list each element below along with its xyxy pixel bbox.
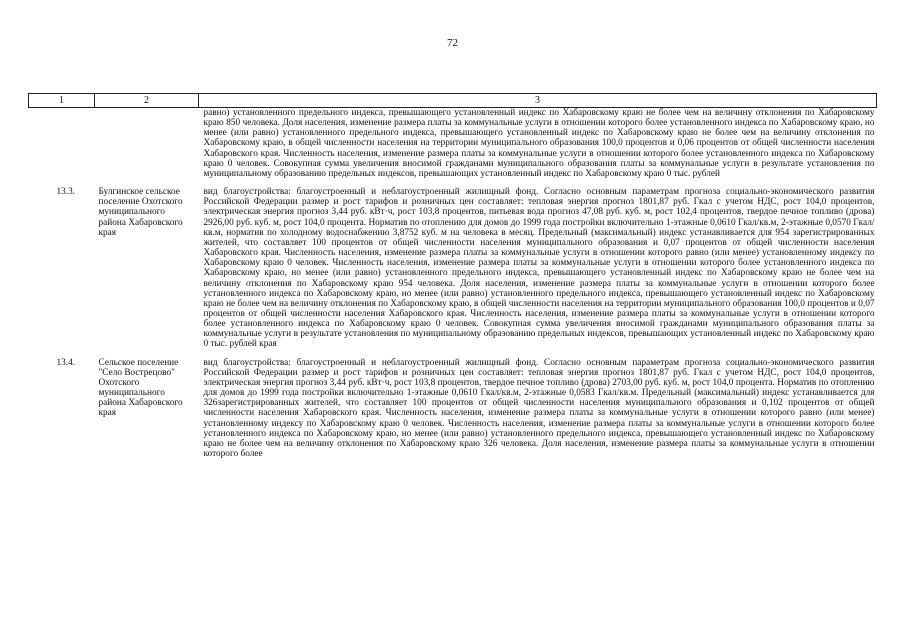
page-number: 72: [447, 37, 458, 49]
header-col-2: 2: [95, 94, 199, 108]
table-row: [29, 358, 877, 460]
continuation-description: равно) установленного предельного индекса, превышающего установленный индекс по Хабаровскому краю не более чем на величину отклонения по Хабаровскому краю 850 человека. Доля населения, изменение размера платы за коммунальные услуги в отношении которого более установленного индекса по Хабаровскому краю, но менее (или равно) установленного предельного индекса, превышающего установленный индекс по Хабаровскому краю не более чем на величину отклонения по Хабаровскому краю, в общей численности населения на территории муниципального образования 100,0 процентов и 0,06 процентов от общей численности населения Хабаровского края. Численность населения, изменение размера платы за коммунальные услуги в отношении которого более установленного индекса по Хабаровскому краю 0 человек. Совокупная сумма увеличения вносимой гражданами муниципального образования платы за коммунальные услуги в результате установления по муниципальному образованию предельных индексов, превышающих установленный индекс по Хабаровскому краю 0 тыс. рублей: [203, 108, 875, 179]
row-description: вид благоустройства: благоустроенный и неблагоустроенный жилищный фонд. Согласно основным параметрам прогноза социально-экономического развития Российской Федерации размер и рост тарифов и розничных цен составляет: тепловая энергия прогноз 1801,87 руб. Гкал с учетом НДС, рост 104,0 процентов, электрическая энергия прогноз 3,44 руб. кВт·ч, рост 103,8 процентов, твердое печное топливо (дрова) 2703,00 руб. куб. м, рост 104,0 процента. Норматив по отоплению для домов до 1999 года постройки включительно 1-этажные 0,0610 Гкал/кв.м, 2-этажные 0,0583 Гкал/кв.м. Предельный (максимальный) индекс устанавливается для 326зарегистрированных жителей, что составляет 100 процентов от общей численности населения муниципального образования и 0,102 процентов от общей численности населения Хабаровского края. Численность населения, изменение размера платы за коммунальные услуги в отношении которого равно (или менее) установленному индексу по Хабаровскому краю 0 человек. Численность населения, изменение размера платы за коммунальные услуги в отношении которого более установленного индекса по Хабаровскому краю, но менее (или равно) установленного предельного индекса, превышающего установленный индекс по Хабаровскому краю не более чем на величину отклонения по Хабаровскому краю 326 человека. Доля населения, изменение размера платы за коммунальные услуги в отношении которого более: [203, 357, 875, 459]
settlement-name: Сельское поселение "Село Вострецово" Охотского муниципального района Хабаровского края: [98, 357, 183, 419]
header-col-3: 3: [199, 94, 877, 108]
table-row: [29, 187, 877, 350]
row-description: вид благоустройства: благоустроенный и неблагоустроенный жилищный фонд. Согласно основным параметрам прогноза социально-экономического развития Российской Федерации размер и рост тарифов и розничных цен составляет: тепловая энергия прогноз 1801,87 руб. Гкал с учетом НДС, рост 104,0 процентов, электрическая энергия прогноз 3,44 руб. кВт·ч, рост 103,8 процентов, питьевая вода прогноз 47,08 руб. куб. м, рост 102,4 процентов, твердое печное топливо (дрова) 2926,00 руб. куб. м, рост 104,0 процента. Норматив по отоплению для домов до 1999 года постройки включительно 1-этажные 0,0610 Гкал/кв.м, 2-этажные 0,0570 Гкал/кв.м, норматив по холодному водоснабжению 3,8752 куб. м на человека в месяц. Предельный (максимальный) индекс устанавливается для 954 зарегистрированных жителей, что составляет 100 процентов от общей численности населения муниципального образования и 0,07 процентов от общей численности населения Хабаровского края. Численность населения, изменение размера платы за коммунальные услуги в отношении которого равно (или менее) установленному индексу по Хабаровскому краю 0 человек. Численность населения, изменение размера платы за коммунальные услуги в отношении которого более установленного индекса по Хабаровскому краю, но менее (или равно) установленного предельного индекса, превышающего установленный индекс по Хабаровскому краю не более чем на величину отклонения по Хабаровскому краю 954 человека. Доля населения, изменение размера платы за коммунальные услуги в отношении которого более установленного индекса по Хабаровскому краю, но менее (или равно) установленного предельного индекса, превышающего установленный индекс по Хабаровскому краю не более чем на величину отклонения по Хабаровскому краю, в общей численности населения на территории муниципального образования 100,0 процентов и 0,07 процентов от общей численности населения Хабаровского края. Численность населения, изменение размера платы за коммунальные услуги в отношении которого более установленного индекса по Хабаровскому краю 0 человек. Совокупная сумма увеличения вносимой гражданами муниципального образования платы за коммунальные услуги в результате установления по муниципальному образованию предельных индексов, превышающих установленный индекс по Хабаровскому краю 0 тыс. рублей края: [203, 187, 875, 350]
table-row-continuation: [29, 108, 877, 180]
header-col-1: 1: [29, 94, 95, 108]
row-number: 13.3.: [56, 187, 76, 198]
row-spacer: [29, 179, 877, 187]
continuation-number-cell: [29, 108, 95, 180]
tariff-table: [28, 93, 877, 459]
table-header-row: [29, 94, 877, 108]
row-number: 13.4.: [56, 357, 76, 368]
row-spacer: [29, 350, 877, 358]
continuation-name-cell: [95, 108, 199, 180]
settlement-name: Булгинское сельское поселение Охотского муниципального района Хабаровского края: [98, 187, 183, 238]
